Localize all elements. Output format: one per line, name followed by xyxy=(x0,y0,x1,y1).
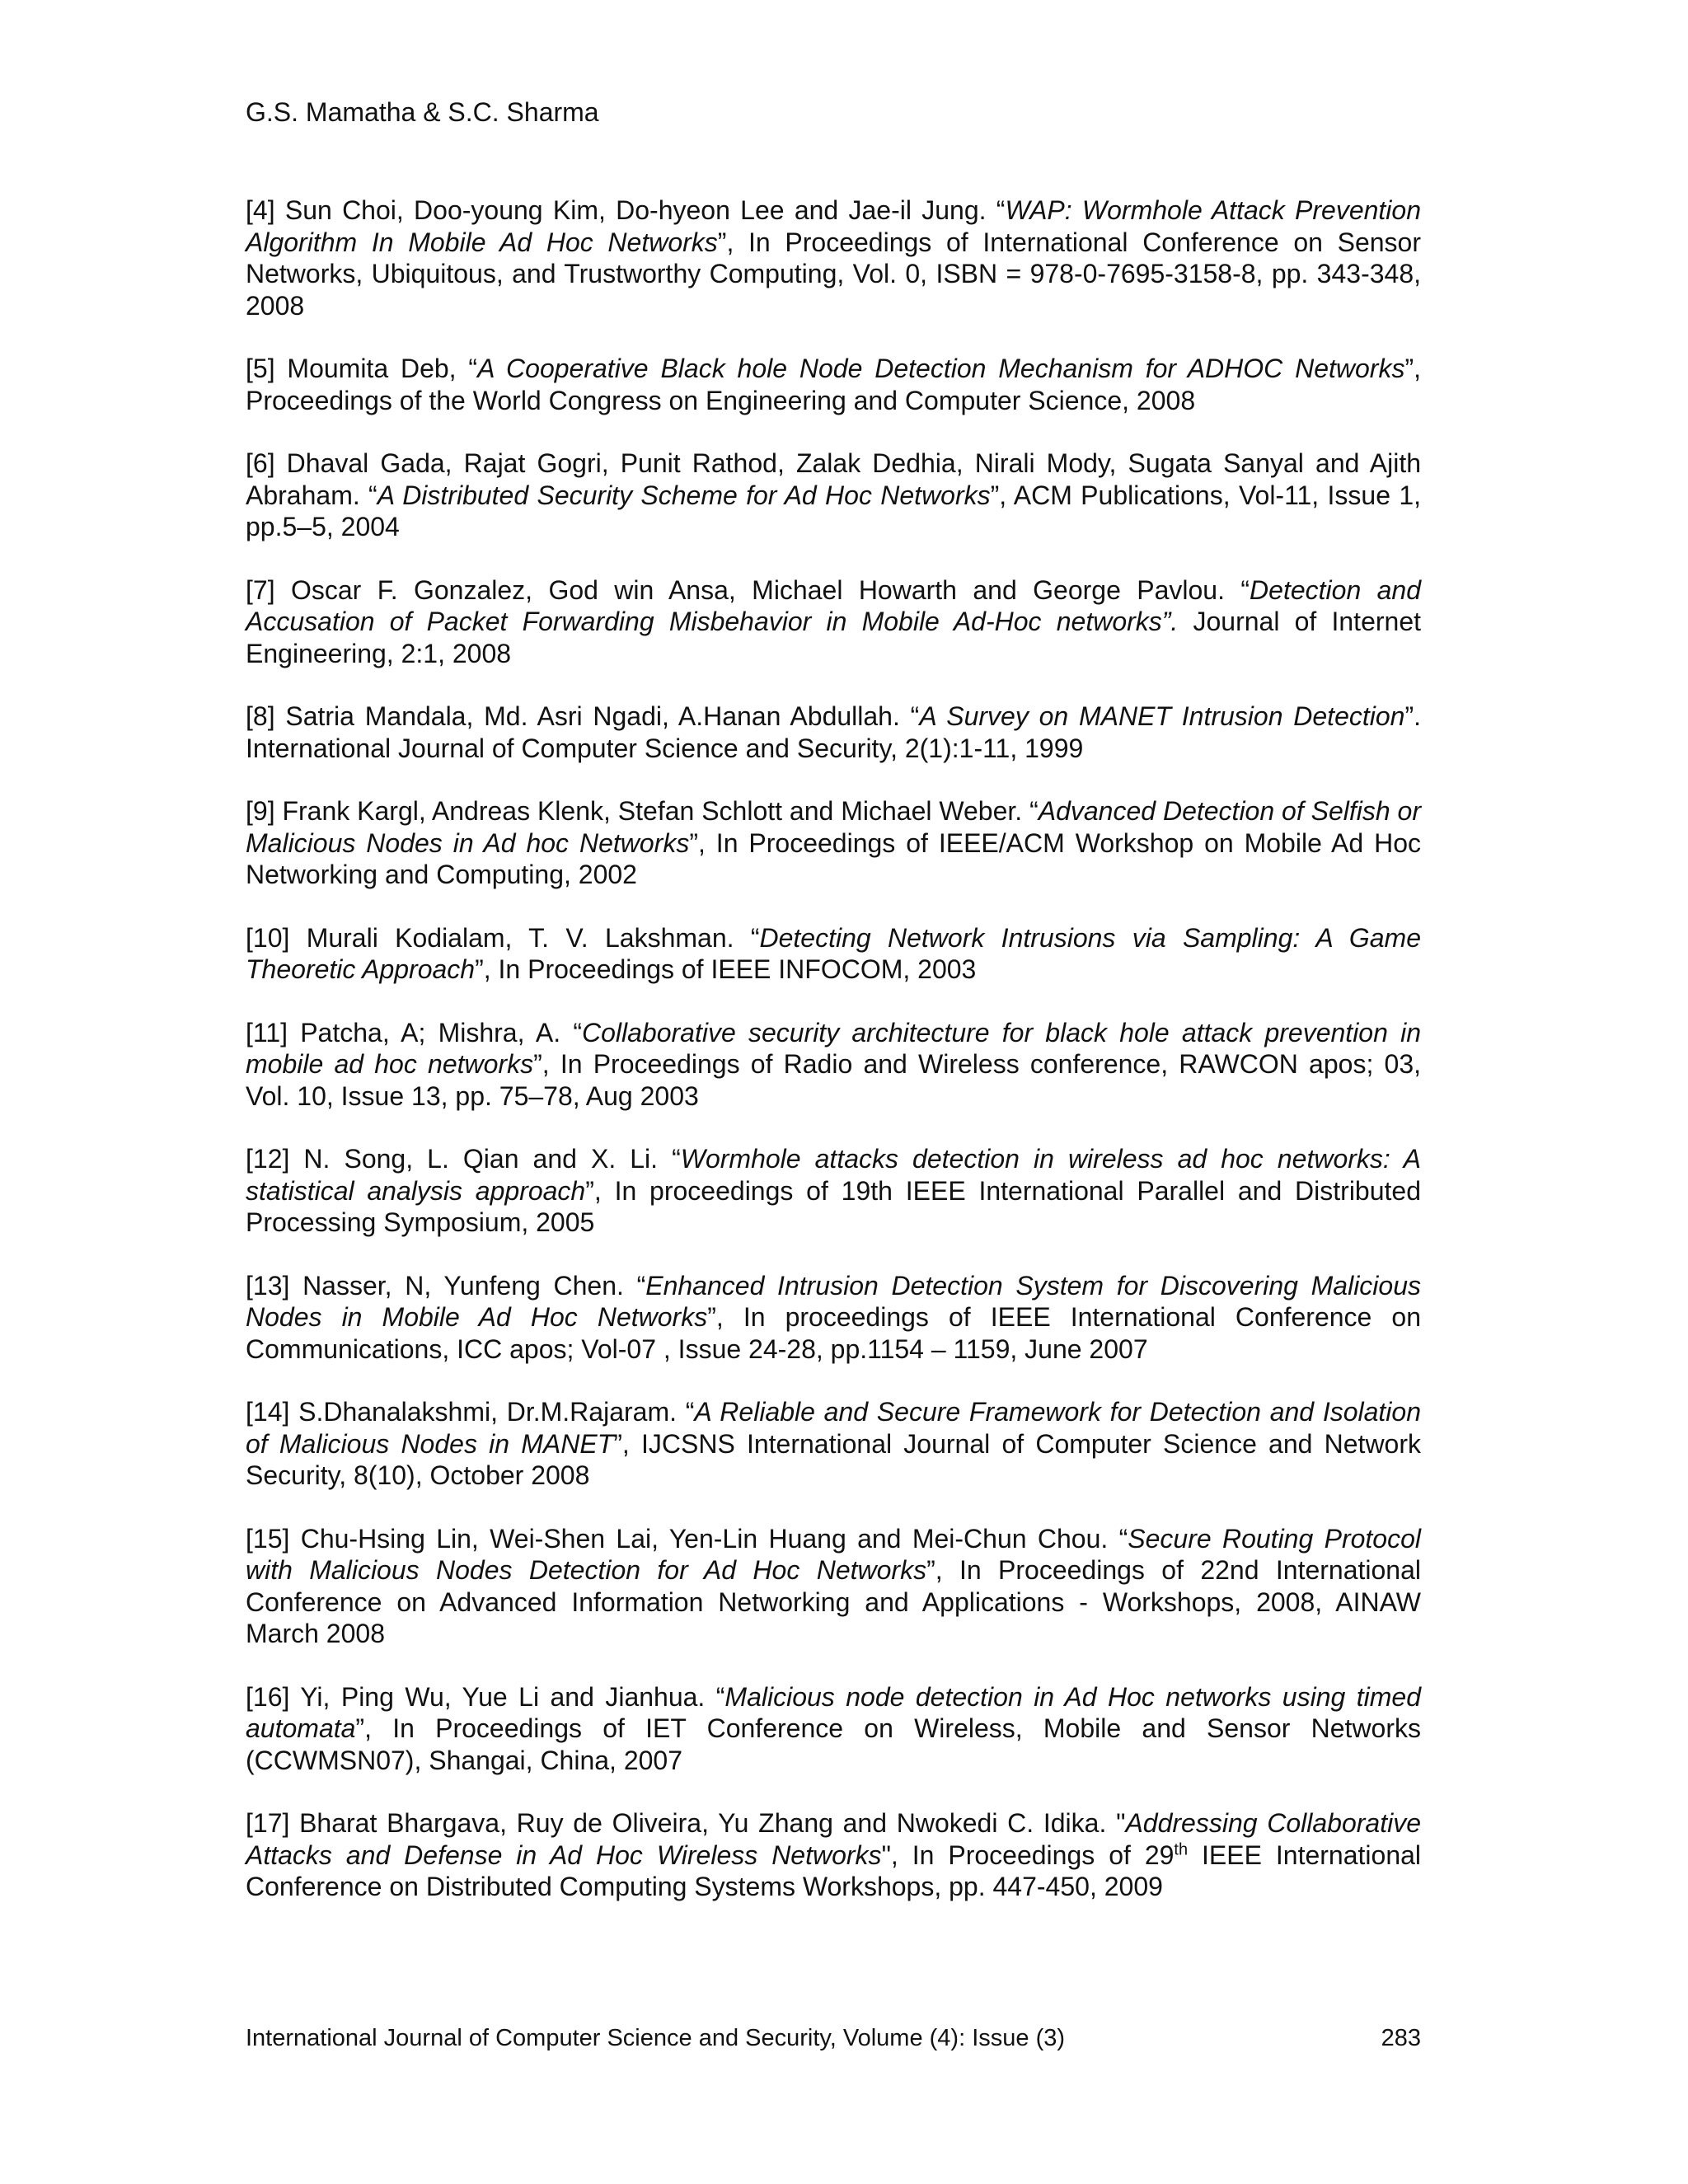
page-number: 283 xyxy=(1381,2025,1421,2051)
reference-item: [6] Dhaval Gada, Rajat Gogri, Punit Rathod, Zalak Dedhia, Nirali Mody, Sugata Sanyal and Ajith Abraham. “A Distributed Security Scheme for Ad Hoc Networks”, ACM Publications, Vol-11, Issue 1, pp.5–5, 2004 xyxy=(246,448,1422,541)
running-head-authors: G.S. Mamatha & S.C. Sharma xyxy=(246,97,599,127)
reference-item: [10] Murali Kodialam, T. V. Lakshman. “Detecting Network Intrusions via Sampling: A Game Theoretic Approach”, In Proceedings of IEEE INFOCOM, 2003 xyxy=(246,922,1421,984)
reference-item: [5] Moumita Deb, “A Cooperative Black hole Node Detection Mechanism for ADHOC Networks”, Proceedings of the World Congress on Engineering and Computer Science, 2008 xyxy=(246,354,1422,415)
reference-item: [14] S.Dhanalakshmi, Dr.M.Rajaram. “A Reliable and Secure Framework for Detection and Isolation of Malicious Nodes in MANET”, IJCSNS International Journal of Computer Science and Network Security, 8(10), October 2008 xyxy=(246,1397,1422,1490)
reference-item: [11] Patcha, A; Mishra, A. “Collaborative security architecture for black hole attack prevention in mobile ad hoc networks”, In Proceedings of Radio and Wireless conference, RAWCON apos; 03, Vol. 10, Issue 13, pp. 75–78, Aug 2003 xyxy=(246,1017,1422,1111)
reference-item: [16] Yi, Ping Wu, Yue Li and Jianhua. “Malicious node detection in Ad Hoc networks using timed automata”, In Proceedings of IET Conference on Wireless, Mobile and Sensor Networks (CCWMSN07), Shangai, China, 2007 xyxy=(246,1681,1421,1775)
reference-item: [12] N. Song, L. Qian and X. Li. “Wormhole attacks detection in wireless ad hoc networks: A statistical analysis approach”, In proceedings of 19th IEEE International Parallel and Distributed Processing Symposium, 2005 xyxy=(246,1144,1422,1237)
reference-item: [17] Bharat Bhargava, Ruy de Oliveira, Yu Zhang and Nwokedi C. Idika. "Addressing Collaborative Attacks and Defense in Ad Hoc Wireless Networks", In Proceedings of 29th IEEE International Conference on Distributed Computing Systems Workshops, pp. 447-450, 2009 xyxy=(246,1808,1422,1901)
reference-item: [15] Chu-Hsing Lin, Wei-Shen Lai, Yen-Lin Huang and Mei-Chun Chou. “Secure Routing Protocol with Malicious Nodes Detection for Ad Hoc Networks”, In Proceedings of 22nd International Conference on Advanced Information Networking and Applications - Workshops, 2008, AINAW March 2008 xyxy=(246,1523,1422,1648)
reference-item: [7] Oscar F. Gonzalez, God win Ansa, Michael Howarth and George Pavlou. “Detection and Accusation of Packet Forwarding Misbehavior in Mobile Ad-Hoc networks”. Journal of Internet Engineering, 2:1, 2008 xyxy=(246,574,1422,668)
reference-item: [13] Nasser, N, Yunfeng Chen. “Enhanced Intrusion Detection System for Discovering Malicious Nodes in Mobile Ad Hoc Networks”, In proceedings of IEEE International Conference on Communications, ICC apos; Vol-07 , Issue 24-28, pp.1154 – 1159, June 2007 xyxy=(246,1270,1422,1364)
reference-list xyxy=(246,194,1421,1934)
reference-item: [4] Sun Choi, Doo-young Kim, Do-hyeon Lee and Jae-il Jung. “WAP: Wormhole Attack Prevention Algorithm In Mobile Ad Hoc Networks”, In Proceedings of International Conference on Sensor Networks, Ubiquitous, and Trustworthy Computing, Vol. 0, ISBN = 978-0-7695-3158-8, pp. 343-348, 2008 xyxy=(246,195,1422,321)
footer-journal: International Journal of Computer Science and Security, Volume (4): Issue (3) xyxy=(246,2025,1066,2051)
page-footer xyxy=(246,2023,1421,2053)
reference-item: [9] Frank Kargl, Andreas Klenk, Stefan Schlott and Michael Weber. “Advanced Detection of Selfish or Malicious Nodes in Ad hoc Networks”, In Proceedings of IEEE/ACM Workshop on Mobile Ad Hoc Networking and Computing, 2002 xyxy=(246,796,1422,889)
reference-item: [8] Satria Mandala, Md. Asri Ngadi, A.Hanan Abdullah. “A Survey on MANET Intrusion Detection”. International Journal of Computer Science and Security, 2(1):1-11, 1999 xyxy=(246,701,1422,763)
